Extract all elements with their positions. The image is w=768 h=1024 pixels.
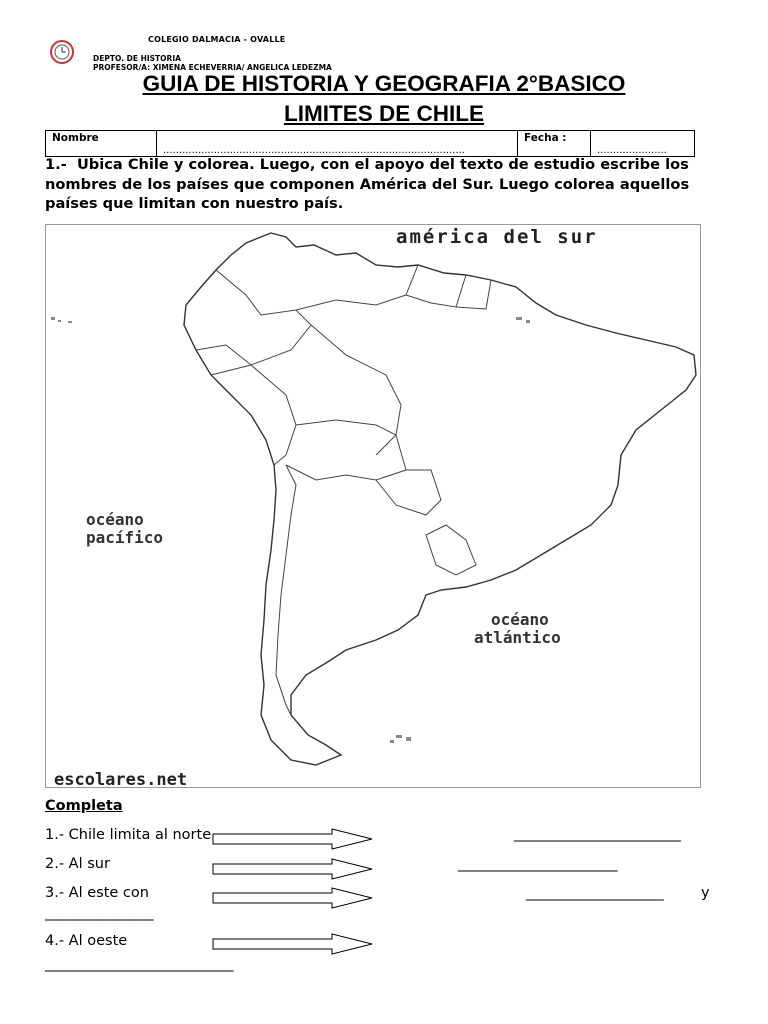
arrow-right-icon: [212, 933, 377, 955]
page-title: GUIA DE HISTORIA Y GEOGRAFIA 2°BASICO: [142, 71, 626, 96]
name-label: Nombre: [46, 131, 157, 157]
answer-1-blank[interactable]: _______________________: [514, 826, 681, 842]
date-field[interactable]: ......................: [591, 131, 695, 157]
instruction-number: 1.-: [45, 156, 67, 173]
answer-2-blank[interactable]: ______________________: [458, 856, 618, 872]
conjunction-y: y: [701, 885, 710, 901]
teacher-line: PROFESOR/A: XIMENA ECHEVERRIA/ ANGELICA LEDEZMA: [93, 63, 332, 72]
arrow-right-icon: [212, 887, 377, 909]
pacific-label-line2: pacífico: [86, 528, 164, 547]
school-name: COLEGIO DALMACIA - OVALLE: [148, 35, 286, 44]
department-line: DEPTO. DE HISTORIA: [93, 54, 181, 63]
completa-heading: Completa: [45, 798, 123, 814]
arrow-right-icon: [212, 828, 377, 850]
instruction-text: Ubica Chile y colorea. Luego, con el apoyo del texto de estudio escribe los nombres de los países que componen América del Sur. Luego colorea aquellos países que limitan con nuestro país.: [45, 156, 690, 212]
pacific-label-line1: océano: [86, 510, 144, 529]
map-credit: escolares.net: [54, 770, 188, 787]
atlantic-label-line2: atlántico: [474, 628, 561, 647]
map-title: américa del sur: [396, 226, 598, 248]
page-subtitle: LIMITES DE CHILE: [283, 101, 484, 126]
continent-outline: [184, 233, 696, 765]
answer-4-blank[interactable]: __________________________: [45, 956, 234, 972]
question-2: 2.- Al sur: [45, 856, 110, 872]
answer-3-blank-2[interactable]: _______________: [45, 905, 154, 921]
student-info-table: [45, 130, 695, 157]
school-logo: [47, 38, 77, 66]
department-info: [93, 54, 332, 72]
instructions: [45, 155, 725, 214]
date-label: Fecha :: [518, 131, 591, 157]
question-4: 4.- Al oeste: [45, 933, 128, 949]
south-america-map: [45, 224, 701, 788]
arrow-right-icon: [212, 858, 377, 880]
answer-3-blank[interactable]: ___________________: [526, 885, 664, 901]
question-1: 1.- Chile limita al norte: [45, 827, 212, 843]
atlantic-label-line1: océano: [491, 610, 549, 629]
name-field[interactable]: ...............................................................................................: [157, 131, 518, 157]
question-3: 3.- Al este con: [45, 885, 149, 901]
